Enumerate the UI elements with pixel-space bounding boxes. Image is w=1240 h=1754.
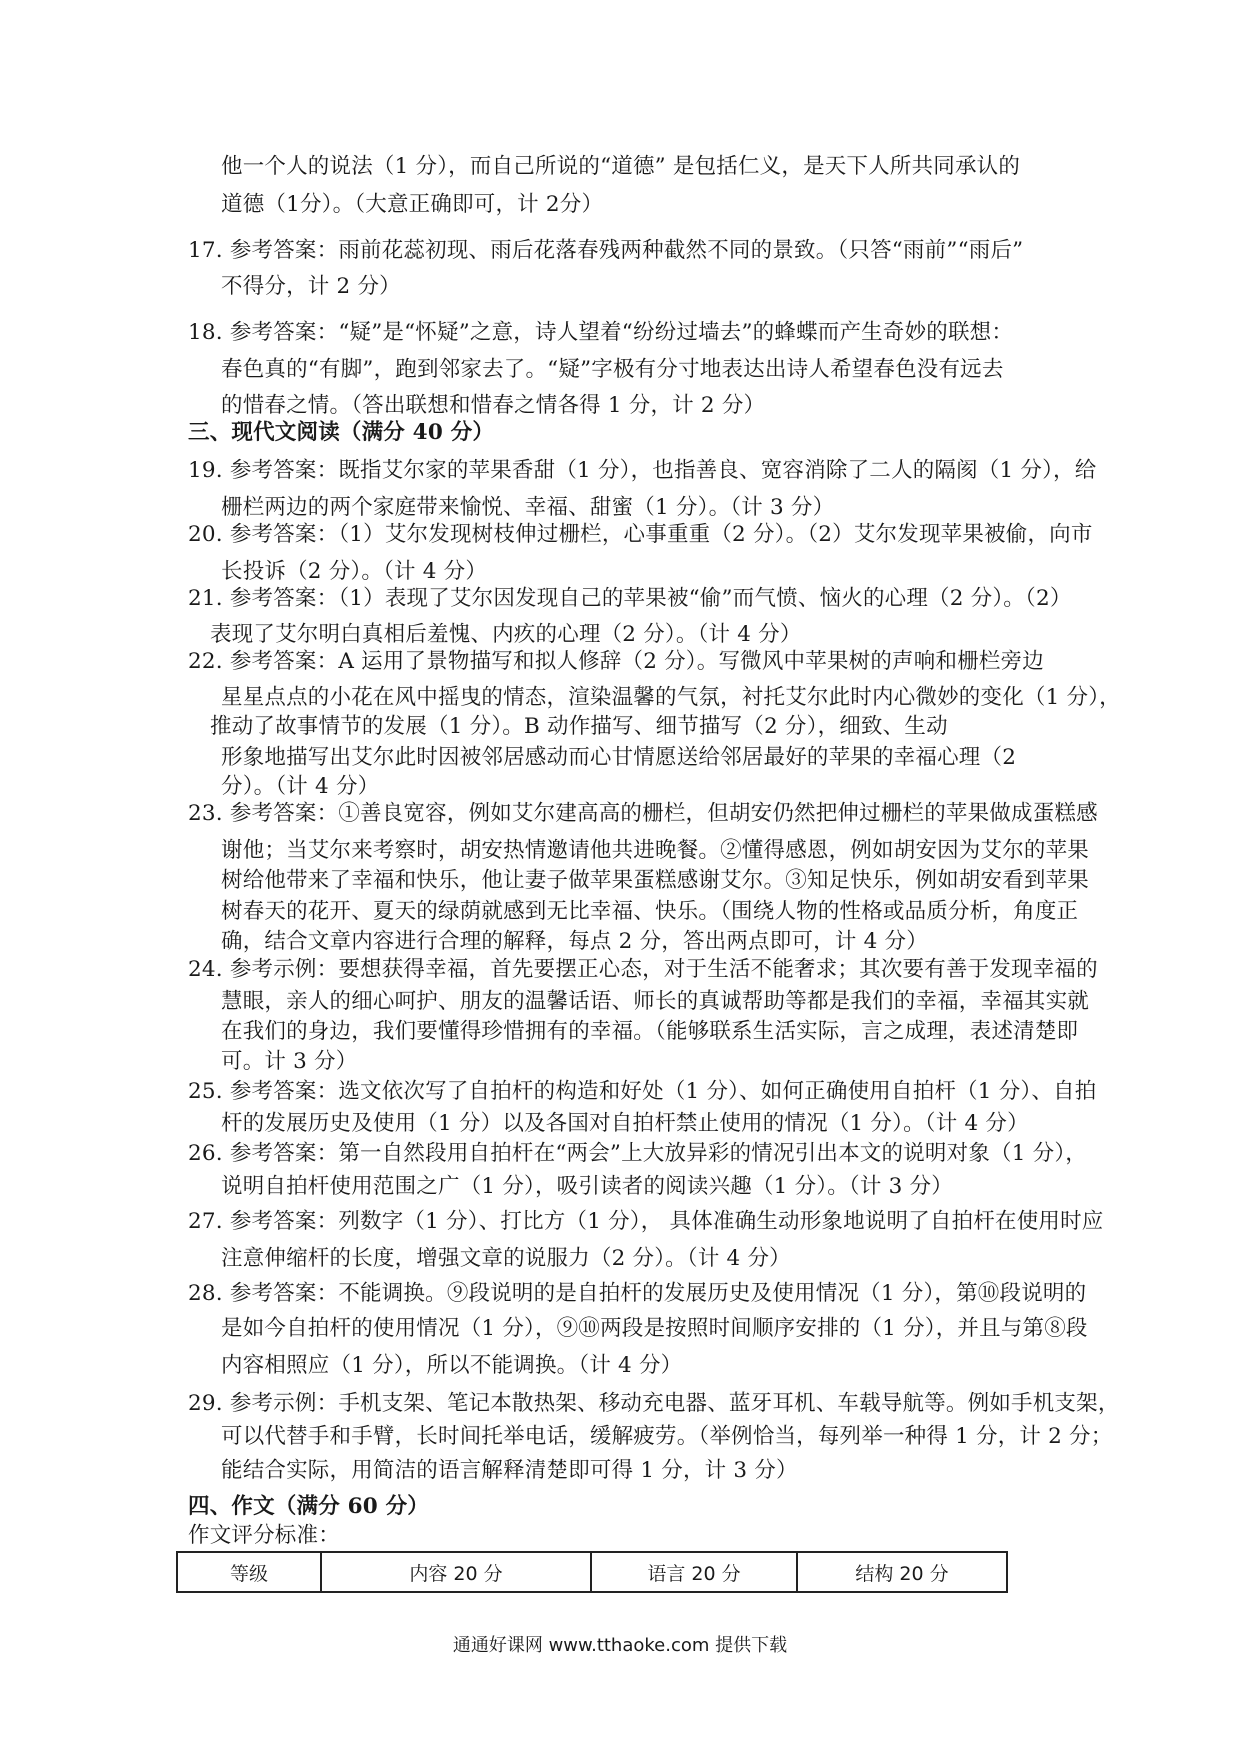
text-line: 能结合实际，用简洁的语言解释清楚即可得 1 分，计 3 分）: [221, 1458, 798, 1483]
text-line: 18. 参考答案：“疑”是“怀疑”之意，诗人望着“纷纷过墙去”的蜂蝶而产生奇妙的联想：: [188, 320, 1014, 345]
section-heading: 四、作文（满分 60 分）: [188, 1494, 429, 1519]
text-line: 慧眼，亲人的细心呵护、朋友的温馨话语、师长的真诚帮助等都是我们的幸福，幸福其实就: [221, 989, 1090, 1014]
text-line: 28. 参考答案：不能调换。⑨段说明的是自拍杆的发展历史及使用情况（1 分），第⑩段说明的: [188, 1281, 1087, 1306]
text-line: 在我们的身边，我们要懂得珍惜拥有的幸福。（能够联系生活实际，言之成理，表述清楚即: [221, 1019, 1079, 1044]
text-line: 栅栏两边的两个家庭带来愉悦、幸福、甜蜜（1 分）。（计 3 分）: [221, 495, 835, 520]
text-line: 17. 参考答案：雨前花蕊初现、雨后花落春残两种截然不同的景致。（只答“雨前”“雨后”: [188, 238, 1024, 263]
text-line: 春色真的“有脚”，跑到邻家去了。“疑”字极有分寸地表达出诗人希望春色没有远去: [221, 357, 1004, 382]
text-line: 分）。（计 4 分）: [221, 774, 380, 799]
text-line: 树春天的花开、夏天的绿荫就感到无比幸福、快乐。（围绕人物的性格或品质分析，角度正: [221, 899, 1079, 924]
text-line: 确，结合文章内容进行合理的解释，每点 2 分，答出两点即可，计 4 分）: [221, 929, 928, 954]
text-line: 可以代替手和手臂，长时间托举电话，缓解疲劳。（举例恰当，每列举一种得 1 分，计 2 分；: [221, 1424, 1113, 1449]
text-line: 的惜春之情。（答出联想和惜春之情各得 1 分，计 2 分）: [221, 393, 766, 418]
text-line: 表现了艾尔明白真相后羞愧、内疚的心理（2 分）。（计 4 分）: [210, 622, 802, 647]
text-line: 20. 参考答案：（1）艾尔发现树枝伸过栅栏，心事重重（2 分）。（2）艾尔发现苹果被偷，向市: [188, 522, 1093, 547]
text-line: 24. 参考示例：要想获得幸福，首先要摆正心态，对于生活不能奢求；其次要有善于发现幸福的: [188, 957, 1098, 982]
text-line: 推动了故事情节的发展（1 分）。B 动作描写、细节描写（2 分），细致、生动: [210, 714, 948, 739]
text-line: 25. 参考答案：选文依次写了自拍杆的构造和好处（1 分）、如何正确使用自拍杆（1 分）、自拍: [188, 1079, 1097, 1104]
text-line: 19. 参考答案：既指艾尔家的苹果香甜（1 分），也指善良、宽容消除了二人的隔阂（1 分），给: [188, 458, 1097, 483]
text-line: 23. 参考答案：①善良宽容，例如艾尔建高高的栅栏，但胡安仍然把伸过栅栏的苹果做成蛋糕感: [188, 801, 1098, 826]
text-line: 他一个人的说法（1 分），而自己所说的“道德” 是包括仁义，是天下人所共同承认的: [221, 154, 1021, 179]
text-line: 不得分，计 2 分）: [221, 274, 401, 299]
text-line: 26. 参考答案：第一自然段用自拍杆在“两会”上大放异彩的情况引出本文的说明对象（1 分），: [188, 1141, 1087, 1166]
table-header-cell: 结构 20 分: [797, 1552, 1007, 1592]
table-header-cell: 等级: [177, 1552, 321, 1592]
table-header-cell: 内容 20 分: [321, 1552, 591, 1592]
text-line: 内容相照应（1 分），所以不能调换。（计 4 分）: [221, 1353, 683, 1378]
text-line: 27. 参考答案：列数字（1 分）、打比方（1 分）， 具体准确生动形象地说明了自拍杆在使用时应: [188, 1209, 1104, 1234]
section-heading: 三、现代文阅读（满分 40 分）: [188, 420, 495, 445]
essay-grading-table: [176, 1551, 1008, 1593]
text-line: 树给他带来了幸福和快乐，他让妻子做苹果蛋糕感谢艾尔。③知足快乐，例如胡安看到苹果: [221, 868, 1090, 893]
table-header-cell: 语言 20 分: [591, 1552, 797, 1592]
table-header-row: [177, 1552, 1007, 1592]
text-line: 21. 参考答案：（1）表现了艾尔因发现自己的苹果被“偷”而气愤、恼火的心理（2 分）。（2）: [188, 586, 1072, 611]
page-footer: 通通好课网 www.tthaoke.com 提供下载: [452, 1635, 788, 1656]
text-line: 作文评分标准：: [188, 1523, 340, 1548]
text-line: 谢他；当艾尔来考察时，胡安热情邀请他共进晚餐。②懂得感恩，例如胡安因为艾尔的苹果: [221, 838, 1090, 863]
text-line: 是如今自拍杆的使用情况（1 分），⑨⑩两段是按照时间顺序安排的（1 分），并且与第⑧段: [221, 1316, 1088, 1341]
text-line: 说明自拍杆使用范围之广（1 分），吸引读者的阅读兴趣（1 分）。（计 3 分）: [221, 1174, 953, 1199]
text-line: 注意伸缩杆的长度，增强文章的说服力（2 分）。（计 4 分）: [221, 1246, 791, 1271]
text-line: 星星点点的小花在风中摇曳的情态，渲染温馨的气氛，衬托艾尔此时内心微妙的变化（1 分），: [221, 685, 1121, 710]
text-line: 长投诉（2 分）。（计 4 分）: [221, 559, 488, 584]
text-line: 22. 参考答案：A 运用了景物描写和拟人修辞（2 分）。写微风中苹果树的声响和栅栏旁边: [188, 649, 1044, 674]
text-line: 杆的发展历史及使用（1 分）以及各国对自拍杆禁止使用的情况（1 分）。（计 4 分）: [221, 1111, 1029, 1136]
text-line: 形象地描写出艾尔此时因被邻居感动而心甘情愿送给邻居最好的苹果的幸福心理（2: [221, 745, 1017, 770]
text-line: 可。计 3 分）: [221, 1049, 358, 1074]
text-line: 道德（1分）。（大意正确即可，计 2分）: [221, 192, 604, 217]
text-line: 29. 参考示例：手机支架、笔记本散热架、移动充电器、蓝牙耳机、车载导航等。例如手机支架，: [188, 1391, 1120, 1416]
